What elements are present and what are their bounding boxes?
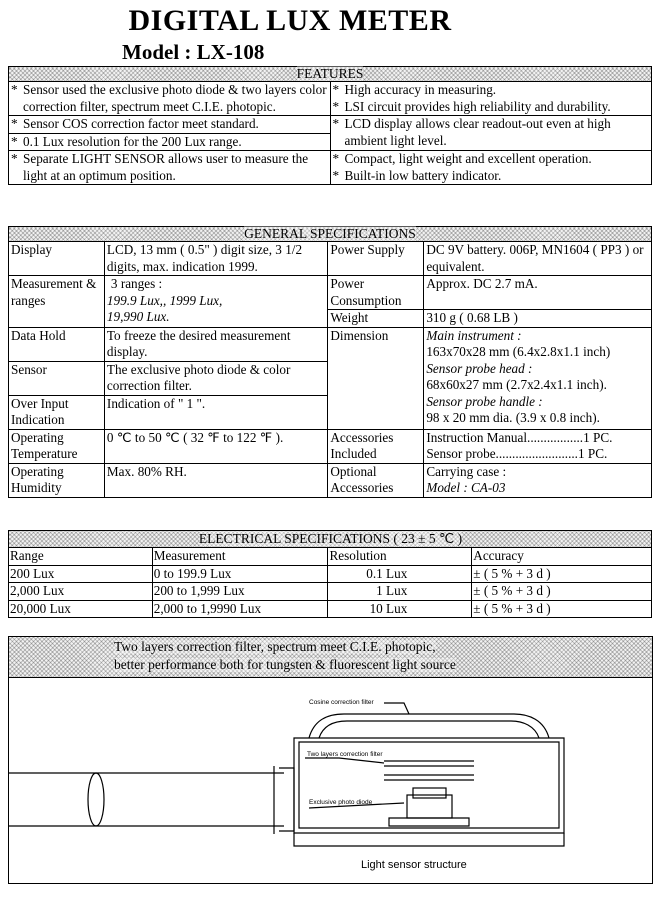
spec-label: Dimension bbox=[328, 327, 424, 429]
label-photo-diode: Exclusive photo diode bbox=[309, 799, 373, 806]
feature-cell: * High accuracy in measuring. * LSI circuit provides high reliability and durability. bbox=[330, 82, 652, 116]
spec-value bbox=[424, 327, 652, 429]
column-header: Measurement bbox=[152, 548, 328, 566]
page-title: DIGITAL LUX METER bbox=[128, 4, 452, 37]
diagram-caption: Light sensor structure bbox=[361, 859, 467, 871]
feature-item: Built-in low battery indicator. bbox=[344, 167, 502, 183]
diagram-header bbox=[9, 637, 652, 678]
spec-label: Operating Temperature bbox=[9, 429, 105, 463]
measurement-ranges: 19,990 Lux. bbox=[106, 309, 170, 324]
spec-label: Sensor bbox=[9, 361, 105, 395]
range-cell: 2,000 Lux bbox=[9, 583, 153, 601]
general-spec-table bbox=[8, 226, 652, 498]
table-row bbox=[9, 565, 652, 583]
two-layer-filter bbox=[384, 761, 474, 766]
dimension-value: 163x70x28 mm (6.4x2.8x1.1 inch) bbox=[426, 344, 611, 359]
sensor-diagram-box bbox=[8, 636, 653, 884]
feature-cell: * Sensor COS correction factor meet standard. bbox=[9, 116, 331, 134]
spec-value bbox=[424, 463, 652, 497]
measurement-cell: 2,000 to 1,9990 Lux bbox=[152, 600, 328, 618]
dimension-value: 98 x 20 mm dia. (3.9 x 0.8 inch). bbox=[426, 410, 600, 425]
measurement-ranges: 199.9 Lux,, 1999 Lux, bbox=[106, 292, 223, 308]
general-spec-header: GENERAL SPECIFICATIONS bbox=[9, 227, 652, 242]
spec-label: Measurement & ranges bbox=[9, 276, 105, 328]
spec-value: 310 g ( 0.68 LB ) bbox=[424, 310, 652, 328]
accessory-item: Instruction Manual.................1 PC. bbox=[426, 429, 613, 445]
probe-handle bbox=[9, 773, 284, 826]
resolution-cell: 1 Lux bbox=[328, 583, 472, 601]
resolution-cell: 10 Lux bbox=[328, 600, 472, 618]
spec-label: Optional Accessories bbox=[328, 463, 424, 497]
spec-value: DC 9V battery. 006P, MN1604 ( PP3 ) or equivalent. bbox=[424, 242, 652, 276]
dimension-value: 68x60x27 mm (2.7x2.4x1.1 inch). bbox=[426, 377, 607, 392]
feature-cell: * LCD display allows clear readout-out even at high ambient light level. bbox=[330, 116, 652, 151]
feature-item: LSI circuit provides high reliability and durability. bbox=[344, 98, 611, 114]
spec-label: Operating Humidity bbox=[9, 463, 105, 497]
spec-value bbox=[104, 276, 327, 328]
feature-item: Separate LIGHT SENSOR allows user to measure the light at an optimum position. bbox=[23, 151, 309, 183]
spec-value: 0 ℃ to 50 ℃ ( 32 ℉ to 122 ℉ ). bbox=[104, 429, 327, 463]
feature-cell: * Compact, light weight and excellent operation. * Built-in low battery indicator. bbox=[330, 151, 652, 185]
column-header: Accuracy bbox=[472, 548, 652, 566]
spec-label: Data Hold bbox=[9, 327, 105, 361]
accessory-item: Sensor probe.........................1 PC. bbox=[426, 446, 608, 461]
range-cell: 200 Lux bbox=[9, 565, 153, 583]
feature-item: LCD display allows clear readout-out even at high ambient light level. bbox=[344, 116, 611, 148]
spec-label: Accessories Included bbox=[328, 429, 424, 463]
spec-label: Display bbox=[9, 242, 105, 276]
spec-value: To freeze the desired measurement display. bbox=[104, 327, 327, 361]
spec-value: Max. 80% RH. bbox=[104, 463, 327, 497]
measurement-cell: 200 to 1,999 Lux bbox=[152, 583, 328, 601]
label-two-layer-filter: Two layers correction filter bbox=[307, 751, 383, 758]
spec-value: Approx. DC 2.7 mA. bbox=[424, 276, 652, 310]
diagram-header-line: better performance both for tungsten & fluorescent light source bbox=[114, 657, 456, 672]
cosine-filter-dome bbox=[309, 714, 549, 738]
spec-label: Over Input Indication bbox=[9, 395, 105, 429]
accuracy-cell: ± ( 5 % + 3 d ) bbox=[472, 565, 652, 583]
resolution-cell: 0.1 Lux bbox=[328, 565, 472, 583]
electrical-spec-table bbox=[8, 530, 652, 618]
spec-value: Indication of " 1 ". bbox=[104, 395, 327, 429]
table-row bbox=[9, 600, 652, 618]
optional-item: Carrying case : bbox=[426, 463, 507, 479]
dimension-label: Sensor probe handle : bbox=[426, 393, 543, 409]
feature-item: High accuracy in measuring. bbox=[344, 82, 497, 97]
features-table bbox=[8, 66, 652, 185]
spec-value: LCD, 13 mm ( 0.5" ) digit size, 3 1/2 digits, max. indication 1999. bbox=[104, 242, 327, 276]
model-number: Model : LX-108 bbox=[122, 40, 265, 64]
feature-item: Sensor used the exclusive photo diode & two layers color correction filter, spectrum meet C.I.E. photopic. bbox=[23, 82, 327, 114]
spec-label: Power Consumption bbox=[328, 276, 424, 310]
probe-handle-end bbox=[88, 773, 104, 826]
feature-cell: * Separate LIGHT SENSOR allows user to measure the light at an optimum position. bbox=[9, 151, 331, 185]
optional-model: Model : CA-03 bbox=[426, 480, 506, 495]
feature-item: Compact, light weight and excellent operation. bbox=[344, 151, 592, 166]
feature-item: Sensor COS correction factor meet standard. bbox=[23, 116, 259, 131]
measurement-cell: 0 to 199.9 Lux bbox=[152, 565, 328, 583]
feature-item: 0.1 Lux resolution for the 200 Lux range. bbox=[23, 133, 242, 149]
range-cell: 20,000 Lux bbox=[9, 600, 153, 618]
dimension-label: Sensor probe head : bbox=[426, 360, 533, 376]
dimension-label: Main instrument : bbox=[426, 327, 522, 343]
light-sensor-structure-drawing bbox=[9, 678, 652, 883]
measurement-intro: 3 ranges : bbox=[110, 276, 163, 291]
spec-label: Power Supply bbox=[328, 242, 424, 276]
accuracy-cell: ± ( 5 % + 3 d ) bbox=[472, 583, 652, 601]
spec-value: The exclusive photo diode & color correction filter. bbox=[104, 361, 327, 395]
electrical-spec-header: ELECTRICAL SPECIFICATIONS ( 23 ± 5 ℃ ) bbox=[9, 531, 652, 548]
spec-label: Weight bbox=[328, 310, 424, 328]
column-header: Resolution bbox=[328, 548, 472, 566]
label-cosine-filter: Cosine correction filter bbox=[309, 699, 374, 706]
feature-cell: * Sensor used the exclusive photo diode & two layers color correction filter, spectrum meet C.I.E. photopic. bbox=[9, 82, 331, 116]
table-row bbox=[9, 583, 652, 601]
feature-cell: * 0.1 Lux resolution for the 200 Lux range. bbox=[9, 133, 331, 151]
spec-value bbox=[424, 429, 652, 463]
features-header: FEATURES bbox=[9, 67, 652, 82]
accuracy-cell: ± ( 5 % + 3 d ) bbox=[472, 600, 652, 618]
diagram-header-line: Two layers correction filter, spectrum meet C.I.E. photopic, bbox=[114, 639, 436, 654]
column-header: Range bbox=[9, 548, 153, 566]
